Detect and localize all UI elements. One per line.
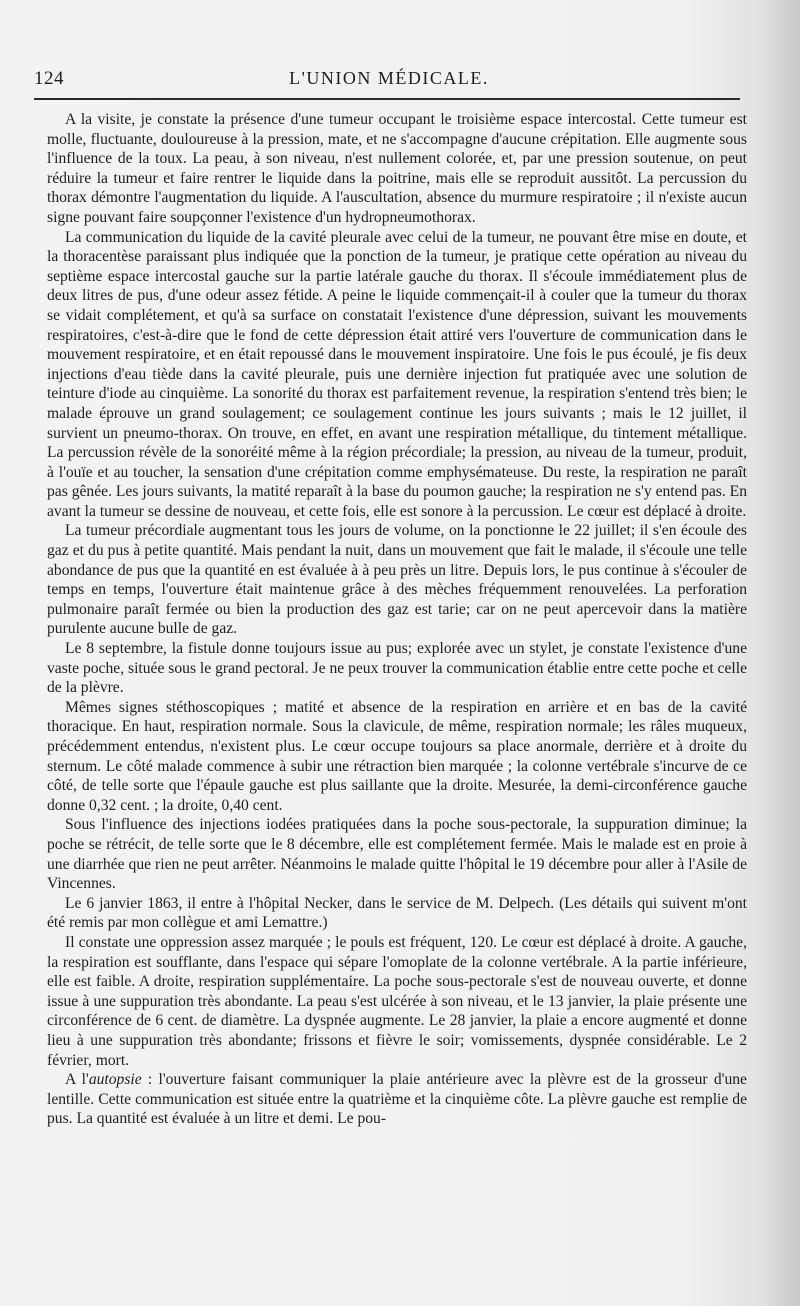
paragraph: La communication du liquide de la cavité pleurale avec celui de la tumeur, ne pouvant être mise en doute, et la thoracentèse paraissant plus indiquée que la ponction de la tumeur, je pratique cette opération au niveau du septième espace intercostal gauche sur la partie latérale gauche du thorax. Il s'écoule immédiatement plus de deux litres de pus, d'une odeur assez fétide. A peine le liquide commençait-il à couler que la tumeur du thorax se vidait complétement, et qu'à sa surface on constatait l'existence d'une dépression, suivant les mouvements respiratoires, c'est-à-dire que le fond de cette dépression était attiré vers l'ouverture de communication dans le mouvement respiratoire, et en était repoussé dans le mouvement inspiratoire. Une fois le pus écoulé, je fis deux injections d'eau tiède dans la cavité pleurale, puis une dernière injection fut pratiquée avec une solution de teinture d'iode au cinquième. La sonorité du thorax est parfaitement revenue, la respiration s'entend très bien; le malade éprouve un grand soulagement; ce soulagement continue les jours suivants ; mais le 12 juillet, il survient un pneumo-thorax. On trouve, en effet, en avant une respiration métallique, du tintement métallique. La percussion révèle de la sonoréité même à la région précordiale; la pression, au niveau de la tumeur, produit, à l'ouïe et au toucher, la sensation d'une crépitation comme emphysémateuse. Du reste, la respiration ne paraît pas gênée. Les jours suivants, la matité reparaît à la base du poumon gauche; la respiration ne s'y entend pas. En avant la tumeur se dessine de nouveau, et cette fois, elle est sonore à la percussion. Le cœur est déplacé à droite. <box>47 228 747 520</box>
paragraph: Mêmes signes stéthoscopiques ; matité et absence de la respiration en arrière et en bas de la cavité thoracique. En haut, respiration normale. Sous la clavicule, de même, respiration normale; les râles muqueux, précédemment entendus, n'existent plus. Le cœur occupe toujours sa place anormale, derrière et à droite du sternum. Le côté malade commence à subir une rétraction bien marquée ; la colonne vertébrale s'incurve de ce côté, de telle sorte que l'épaule gauche est plus saillante que la droite. Mesurée, la demi-circonférence gauche donne 0,32 cent. ; la droite, 0,40 cent. <box>47 698 747 814</box>
paragraph: Il constate une oppression assez marquée ; le pouls est fréquent, 120. Le cœur est déplacé à droite. A gauche, la respiration est soufflante, dans l'espace qui sépare l'omoplate de la colonne vertébrale. A la partie inférieure, elle est faible. A droite, respiration supplémentaire. La poche sous-pectorale s'est de nouveau ouverte, et donne issue à une suppuration très abondante. La peau s'est ulcérée à son niveau, et le 13 janvier, la plaie présente une circonférence de 6 cent. de diamètre. La dyspnée augmente. Le 28 janvier, la plaie a encore augmenté et donne lieu à une suppuration très abondante; frissons et fièvre le soir; vomissements, dyspnée considérable. Le 2 février, mort. <box>47 933 747 1069</box>
body-text <box>47 110 747 1129</box>
autopsy-text: : l'ouverture faisant communiquer la plaie antérieure avec la plèvre est de la grosseur d'une lentille. Cette communication est située entre la quatrième et la cinquième côte. La plèvre gauche est remplie de pus. La quantité est évaluée à un litre et demi. Le pou- <box>47 1071 747 1128</box>
paragraph: La tumeur précordiale augmentant tous les jours de volume, on la ponctionne le 22 juillet; il s'en écoule des gaz et du pus à petite quantité. Mais pendant la nuit, dans un mouvement que fait le malade, il s'écoule une telle abondance de pus que la quantité en est évaluée à à peu près un litre. Depuis lors, le pus continue à s'écouler de temps en temps, l'ouverture était maintenue grâce à des mèches fréquemment renouvelées. La perforation pulmonaire paraît fermée ou bien la production des gaz est tarie; car on ne peut apercevoir dans la matière purulente aucune bulle de gaz. <box>47 522 747 638</box>
paragraph: Le 8 septembre, la fistule donne toujours issue au pus; explorée avec un stylet, je constate l'existence d'une vaste poche, située sous le grand pectoral. Je ne peux trouver la communication établie entre cette poche et celle de la plèvre. <box>47 640 747 697</box>
page-number: 124 <box>34 68 64 89</box>
paragraph: A la visite, je constate la présence d'une tumeur occupant le troisième espace intercostal. Cette tumeur est molle, fluctuante, douloureuse à la pression, mate, et ne s'accompagne d'aucune crépitation. Elle augmente sous l'influence de la toux. La peau, à son niveau, n'est nullement colorée, et, par une pression soutenue, on peut réduire la tumeur et faire rentrer le liquide dans la poitrine, mais elle se reproduit aussitôt. La percussion du thorax démontre l'augmentation du liquide. A l'auscultation, absence du murmure respiratoire ; il n'existe aucun signe pouvant faire soupçonner l'existence d'un hydropneumothorax. <box>47 111 747 226</box>
running-title: L'UNION MÉDICALE. <box>289 68 489 88</box>
paragraph: Le 6 janvier 1863, il entre à l'hôpital Necker, dans le service de M. Delpech. (Les détails qui suivent m'ont été remis par mon collègue et ami Lemattre.) <box>47 894 747 932</box>
page-header <box>34 68 744 96</box>
header-rule <box>34 98 740 100</box>
autopsy-term: autopsie <box>88 1071 142 1089</box>
paragraph: Sous l'influence des injections iodées pratiquées dans la poche sous-pectorale, la suppuration diminue; la poche se rétrécit, de telle sorte que le 8 décembre, elle est complétement fermée. Mais le malade est en proie à une diarrhée que rien ne peut arrêter. Néanmoins le malade quitte l'hôpital le 19 décembre pour aller à l'Asile de Vincennes. <box>47 816 747 893</box>
autopsy-prefix: A l' <box>65 1071 89 1089</box>
paragraph-autopsy <box>47 1070 747 1129</box>
